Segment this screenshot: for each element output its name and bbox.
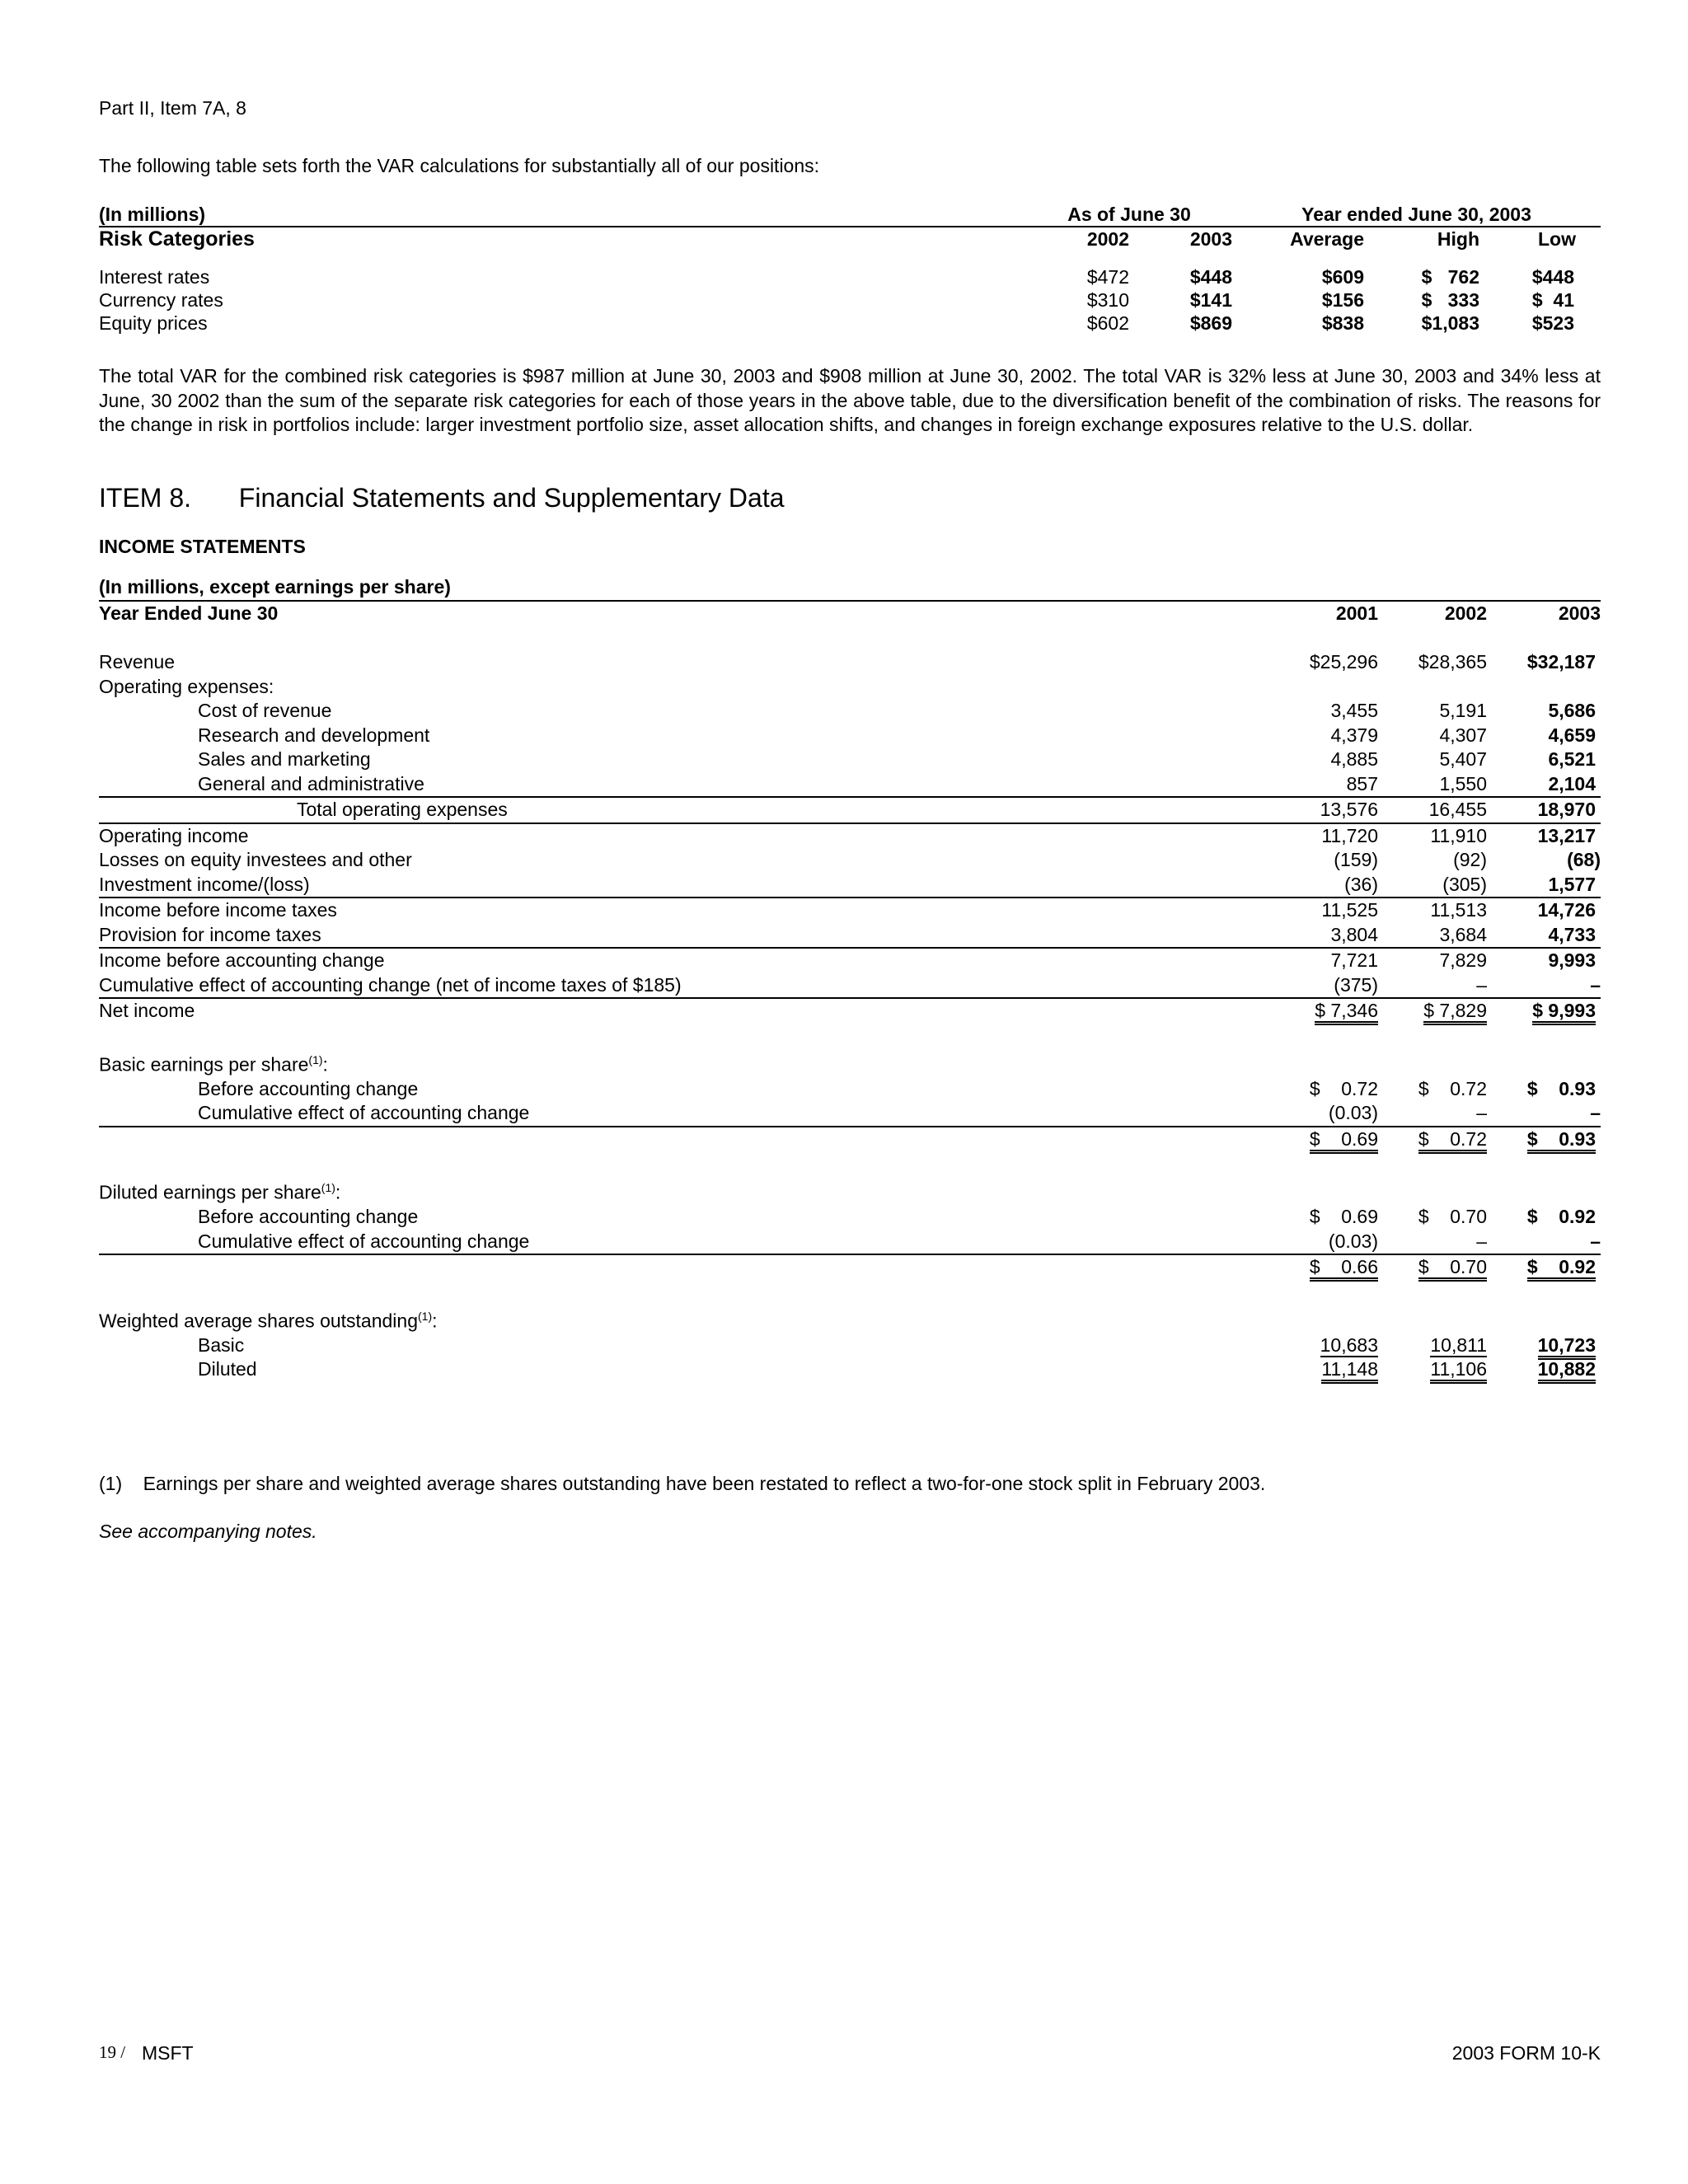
var-intro: The following table sets forth the VAR calculations for substantially all of our positions:	[99, 155, 820, 176]
table-row: Investment income/(loss) (36) (305) 1,577	[99, 873, 1596, 895]
section-header: Part II, Item 7A, 8	[99, 97, 246, 119]
table-row: Total operating expenses 13,576 16,455 18,970	[99, 797, 1601, 823]
table-row: Cost of revenue 3,455 5,191 5,686	[198, 700, 1596, 721]
table-row: General and administrative 857 1,550 2,104	[198, 772, 1596, 794]
var-group-as-of: As of June 30	[1026, 203, 1232, 227]
var-paragraph: The total VAR for the combined risk categories is $987 million at June 30, 2003 and $908 million at June 30, 2002. The total VAR is 32% less at June 30, 2003 and 34% less at June, 30 2002 than the sum of the separate risk categories for each of those years in the above table, due to the diversification benefit of the combination of risks. The reasons for the change in risk in portfolios include: larger investment portfolio size, asset allocation shifts, and changes in foreign exchange exposures relative to the U.S. dollar.	[99, 365, 1601, 435]
year-col-header: 2002	[1444, 602, 1487, 624]
page-number: 19 /	[99, 2042, 126, 2062]
item8-title: Financial Statements and Supplementary Data	[238, 483, 785, 513]
footer-company: MSFT	[142, 2042, 194, 2064]
var-col-header: 2003	[1189, 228, 1232, 250]
table-row: Basic 10,683 10,811 10,723	[99, 1333, 1601, 1358]
table-row: Equity prices $602 $869 $838 $1,083 $523	[99, 312, 1574, 334]
table-row: Operating income 11,720 11,910 13,217	[99, 823, 1601, 849]
year-col-header: 2001	[1335, 602, 1378, 624]
table-row: $ 0.66 $ 0.70 $ 0.92	[99, 1254, 1601, 1280]
var-group-year-ended: Year ended June 30, 2003	[1232, 203, 1601, 227]
table-row: Diluted 11,148 11,106 10,882	[99, 1357, 1601, 1382]
table-row: Before accounting change $ 0.72 $ 0.72 $ 0.93	[198, 1077, 1596, 1099]
var-col-header: Average	[1290, 228, 1364, 250]
var-units: (In millions)	[99, 203, 1026, 227]
var-table	[99, 203, 1601, 335]
income-units: (In millions, except earnings per share)	[99, 575, 1601, 601]
table-row: Losses on equity investees and other (159) (92) (68)	[99, 849, 1601, 870]
table-row: Cumulative effect of accounting change (net of income taxes of $185) (375) – –	[99, 973, 1601, 996]
table-row: Net income $ 7,346 $ 7,829 $ 9,993	[99, 998, 1601, 1024]
table-row: Basic earnings per share$^{(1)}$:	[99, 1052, 328, 1076]
see-notes: See accompanying notes.	[99, 1521, 317, 1542]
table-row: $ 0.69 $ 0.72 $ 0.93	[99, 1127, 1601, 1152]
item8-number: ITEM 8.	[99, 483, 192, 513]
table-row: Diluted earnings per share$^{(1)}$:	[99, 1181, 341, 1203]
year-col-header: 2003	[1558, 602, 1601, 624]
var-col-header: Low	[1538, 228, 1576, 250]
year-header: Year Ended June 30	[99, 602, 279, 624]
table-row: Cumulative effect of accounting change (0.03) – –	[198, 1102, 1601, 1124]
income-statement-table	[99, 575, 1601, 1382]
var-col-header: High	[1437, 228, 1479, 250]
table-row: Interest rates $472 $448 $609 $ 762 $448	[99, 266, 1574, 288]
table-row: Income before accounting change 7,721 7,829 9,993	[99, 948, 1601, 973]
income-statements-title: INCOME STATEMENTS	[99, 536, 306, 557]
table-row: Research and development 4,379 4,307 4,659	[198, 724, 1596, 746]
table-row: Cumulative effect of accounting change (0.03) – –	[198, 1230, 1601, 1252]
table-row: Before accounting change $ 0.69 $ 0.70 $ 0.92	[198, 1206, 1596, 1228]
table-row: Provision for income taxes 3,804 3,684 4,733	[99, 923, 1596, 945]
table-row: Income before income taxes 11,525 11,513 14,726	[99, 898, 1601, 923]
footnote: (1) Earnings per share and weighted average shares outstanding have been restated to reflect a two-for-one stock split in February 2003.	[99, 1473, 1266, 1494]
table-row: Operating expenses:	[99, 675, 274, 697]
item8-heading	[99, 483, 785, 513]
table-row: Weighted average shares outstanding$^{(1)}$:	[99, 1309, 438, 1332]
table-row: Currency rates $310 $141 $156 $ 333 $ 41	[99, 289, 1574, 311]
table-row: Revenue $25,296 $28,365 $32,187	[99, 651, 1596, 673]
var-col-header: 2002	[1086, 228, 1129, 250]
table-row: Sales and marketing 4,885 5,407 6,521	[198, 748, 1596, 770]
footer-form: 2003 FORM 10-K	[1451, 2042, 1601, 2064]
var-category-header: Risk Categories	[99, 227, 255, 251]
